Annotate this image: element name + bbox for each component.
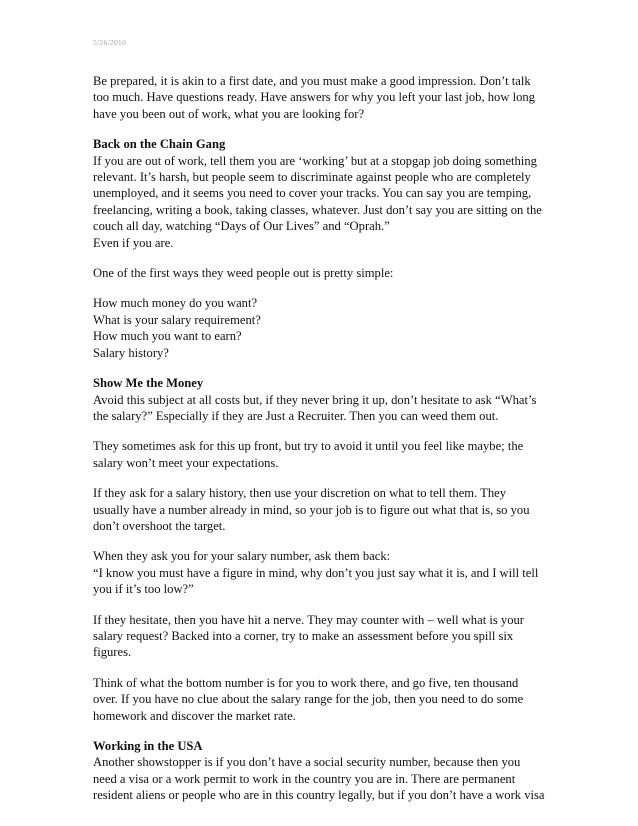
section-chain-gang bbox=[93, 136, 553, 251]
paragraph-gap bbox=[93, 361, 553, 375]
paragraph-gap bbox=[93, 281, 553, 295]
text-line: usually have a number already in mind, so your job is to figure out what that is, so you bbox=[93, 502, 530, 517]
text-line: If they hesitate, then you have hit a nerve. They may counter with – well what is your bbox=[93, 612, 524, 627]
document-body bbox=[93, 73, 553, 804]
text-line: If you are out of work, tell them you are ‘working’ but at a stopgap job doing something bbox=[93, 153, 537, 168]
text-line: Think of what the bottom number is for you to work there, and go five, ten thousand bbox=[93, 675, 519, 690]
question-item: How much money do you want? bbox=[93, 296, 258, 311]
paragraph-up-front bbox=[93, 438, 553, 471]
text-line: have you been out of work, what you are looking for? bbox=[93, 106, 365, 121]
text-line: salary won’t meet your expectations. bbox=[93, 455, 279, 470]
question-item: How much you want to earn? bbox=[93, 329, 242, 344]
text-line: couch all day, watching “Days of Our Lives” and “Oprah.” bbox=[93, 219, 390, 234]
text-line: too much. Have questions ready. Have answers for why you left your last job, how long bbox=[93, 90, 535, 105]
paragraph-gap bbox=[93, 534, 553, 548]
paragraph-salary-history bbox=[93, 485, 553, 534]
question-item: What is your salary requirement? bbox=[93, 312, 261, 327]
text-line: you if it’s too low?” bbox=[93, 582, 194, 597]
section-heading: Working in the USA bbox=[93, 739, 203, 753]
paragraph-gap bbox=[93, 122, 553, 136]
section-heading: Back on the Chain Gang bbox=[93, 137, 226, 152]
text-line: Another showstopper is if you don’t have a social security number, because then you bbox=[93, 755, 521, 770]
text-line: the salary?” Especially if they are Just a Recruiter. Then you can weed them out. bbox=[93, 408, 499, 423]
paragraph-gap bbox=[93, 471, 553, 485]
text-line: salary request? Backed into a corner, try to make an assessment before you spill six bbox=[93, 628, 514, 643]
paragraph-gap bbox=[93, 251, 553, 265]
text-line: relevant. It’s harsh, but people seem to discriminate against people who are completely bbox=[93, 170, 531, 185]
paragraph-ask-back bbox=[93, 548, 553, 597]
text-line: Avoid this subject at all costs but, if they never bring it up, don’t hesitate to ask “What’s bbox=[93, 392, 537, 407]
text-line: don’t overshoot the target. bbox=[93, 518, 226, 533]
paragraph-gap bbox=[93, 661, 553, 675]
text-line: freelancing, writing a book, taking classes, whatever. Just don’t say you are sitting on the bbox=[93, 202, 542, 217]
paragraph-weed-out bbox=[93, 265, 553, 281]
text-line: One of the first ways they weed people out is pretty simple: bbox=[93, 266, 394, 281]
paragraph-bottom-number bbox=[93, 675, 553, 724]
text-line: They sometimes ask for this up front, but try to avoid it until you feel like maybe; the bbox=[93, 439, 524, 454]
paragraph-gap bbox=[93, 424, 553, 438]
page-date: 5/26/2010 bbox=[93, 38, 127, 47]
section-working-in-usa bbox=[93, 738, 553, 804]
section-heading: Show Me the Money bbox=[93, 376, 204, 391]
paragraph-gap bbox=[93, 724, 553, 738]
question-list bbox=[93, 295, 553, 361]
text-line: When they ask you for your salary number, ask them back: bbox=[93, 549, 391, 564]
text-line: “I know you must have a figure in mind, why don’t you just say what it is, and I will tell bbox=[93, 565, 539, 580]
paragraph-intro bbox=[93, 73, 553, 122]
paragraph-hesitate bbox=[93, 612, 553, 661]
text-line: need a visa or a work permit to work in the country you are in. There are permanent bbox=[93, 771, 516, 786]
paragraph-gap bbox=[93, 598, 553, 612]
text-line: homework and discover the market rate. bbox=[93, 708, 296, 723]
section-show-me-the-money bbox=[93, 375, 553, 424]
question-item: Salary history? bbox=[93, 345, 169, 360]
text-line: figures. bbox=[93, 645, 132, 660]
text-line: unemployed, and it seems you need to cover your tracks. You can say you are temping, bbox=[93, 186, 532, 201]
text-line: over. If you have no clue about the salary range for the job, then you need to do some bbox=[93, 692, 524, 707]
text-line: Be prepared, it is akin to a first date, and you must make a good impression. Don’t talk bbox=[93, 74, 531, 88]
text-line: resident aliens or people who are in this country legally, but if you don’t have a work visa bbox=[93, 788, 545, 803]
text-line: If they ask for a salary history, then use your discretion on what to tell them. They bbox=[93, 486, 507, 501]
text-line: Even if you are. bbox=[93, 235, 174, 250]
